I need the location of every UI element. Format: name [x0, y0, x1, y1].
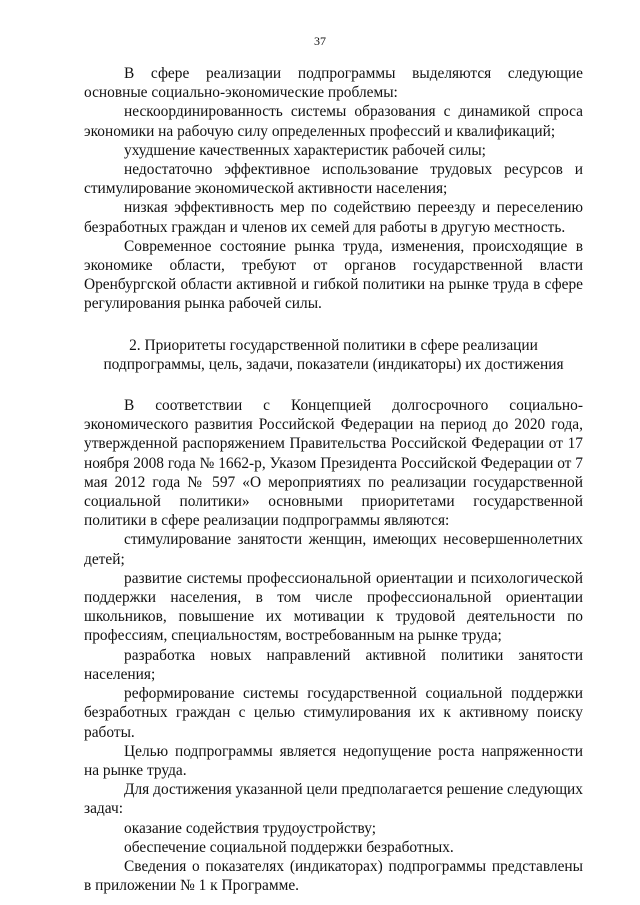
section2-heading-line1: 2. Приоритеты государственной политики в сфере реализации — [129, 336, 538, 354]
goal-paragraph: Целью подпрограммы является недопущение роста напряженности на рынке труда. — [84, 742, 583, 779]
page-content — [84, 64, 583, 895]
priority-item: реформирование системы государственной социальной поддержки безработных граждан с целью стимулирования их к активному поиску работы. — [84, 685, 583, 741]
section1-intro: В сфере реализации подпрограммы выделяются следующие основные социально-экономические проблемы: — [84, 65, 583, 102]
section1-conclusion: Современное состояние рынка труда, изменения, происходящие в экономике области, требуют от органов государственной власти Оренбургской области активной и гибкой политики на рынке труда в сфере регулирования рынка рабочей силы. — [84, 237, 583, 313]
priority-item: разработка новых направлений активной политики занятости населения; — [84, 646, 583, 683]
tasks-intro: Для достижения указанной цели предполагается решение следующих задач: — [84, 781, 583, 818]
section2-intro: В соответствии с Концепцией долгосрочного социально-экономического развития Российской Федерации на период до 2020 года, утвержденной распоряжением Правительства Российской Федерации от 17 ноября 2008 года № 1662-р, Указом Президента Российской Федерации от 7 мая 2012 года № 597 «О мероприятиях по реализации государственной социальной политики» основными приоритетами государственной политики в сфере реализации подпрограммы являются: — [84, 397, 583, 530]
indicators-paragraph: Сведения о показателях (индикаторах) подпрограммы представлены в приложении № 1 к Программе. — [84, 857, 583, 895]
problem-item: нескоординированность системы образования с динамикой спроса экономики на рабочую силу определенных профессий и квалификаций; — [84, 103, 583, 140]
problem-item: ухудшение качественных характеристик рабочей силы; — [124, 141, 486, 159]
section2-heading-line2: подпрограммы, цель, задачи, показатели (индикаторы) их достижения — [103, 355, 564, 373]
problem-item: низкая эффективность мер по содействию переезду и переселению безработных граждан и членов их семей для работы в другую местность. — [84, 199, 583, 236]
task-item: обеспечение социальной поддержки безработных. — [124, 838, 454, 856]
problem-item: недостаточно эффективное использование трудовых ресурсов и стимулирование экономической активности населения; — [84, 161, 583, 198]
priority-item: стимулирование занятости женщин, имеющих несовершеннолетних детей; — [84, 531, 583, 568]
priority-item: развитие системы профессиональной ориентации и психологической поддержки населения, в том числе профессиональной ориентации школьников, повышение их мотивации к трудовой деятельности по профессиям, специальностям, востребованным на рынке труда; — [84, 569, 583, 645]
task-item: оказание содействия трудоустройству; — [124, 819, 377, 837]
page-number: 37 — [314, 34, 326, 48]
section2-heading — [84, 336, 583, 374]
